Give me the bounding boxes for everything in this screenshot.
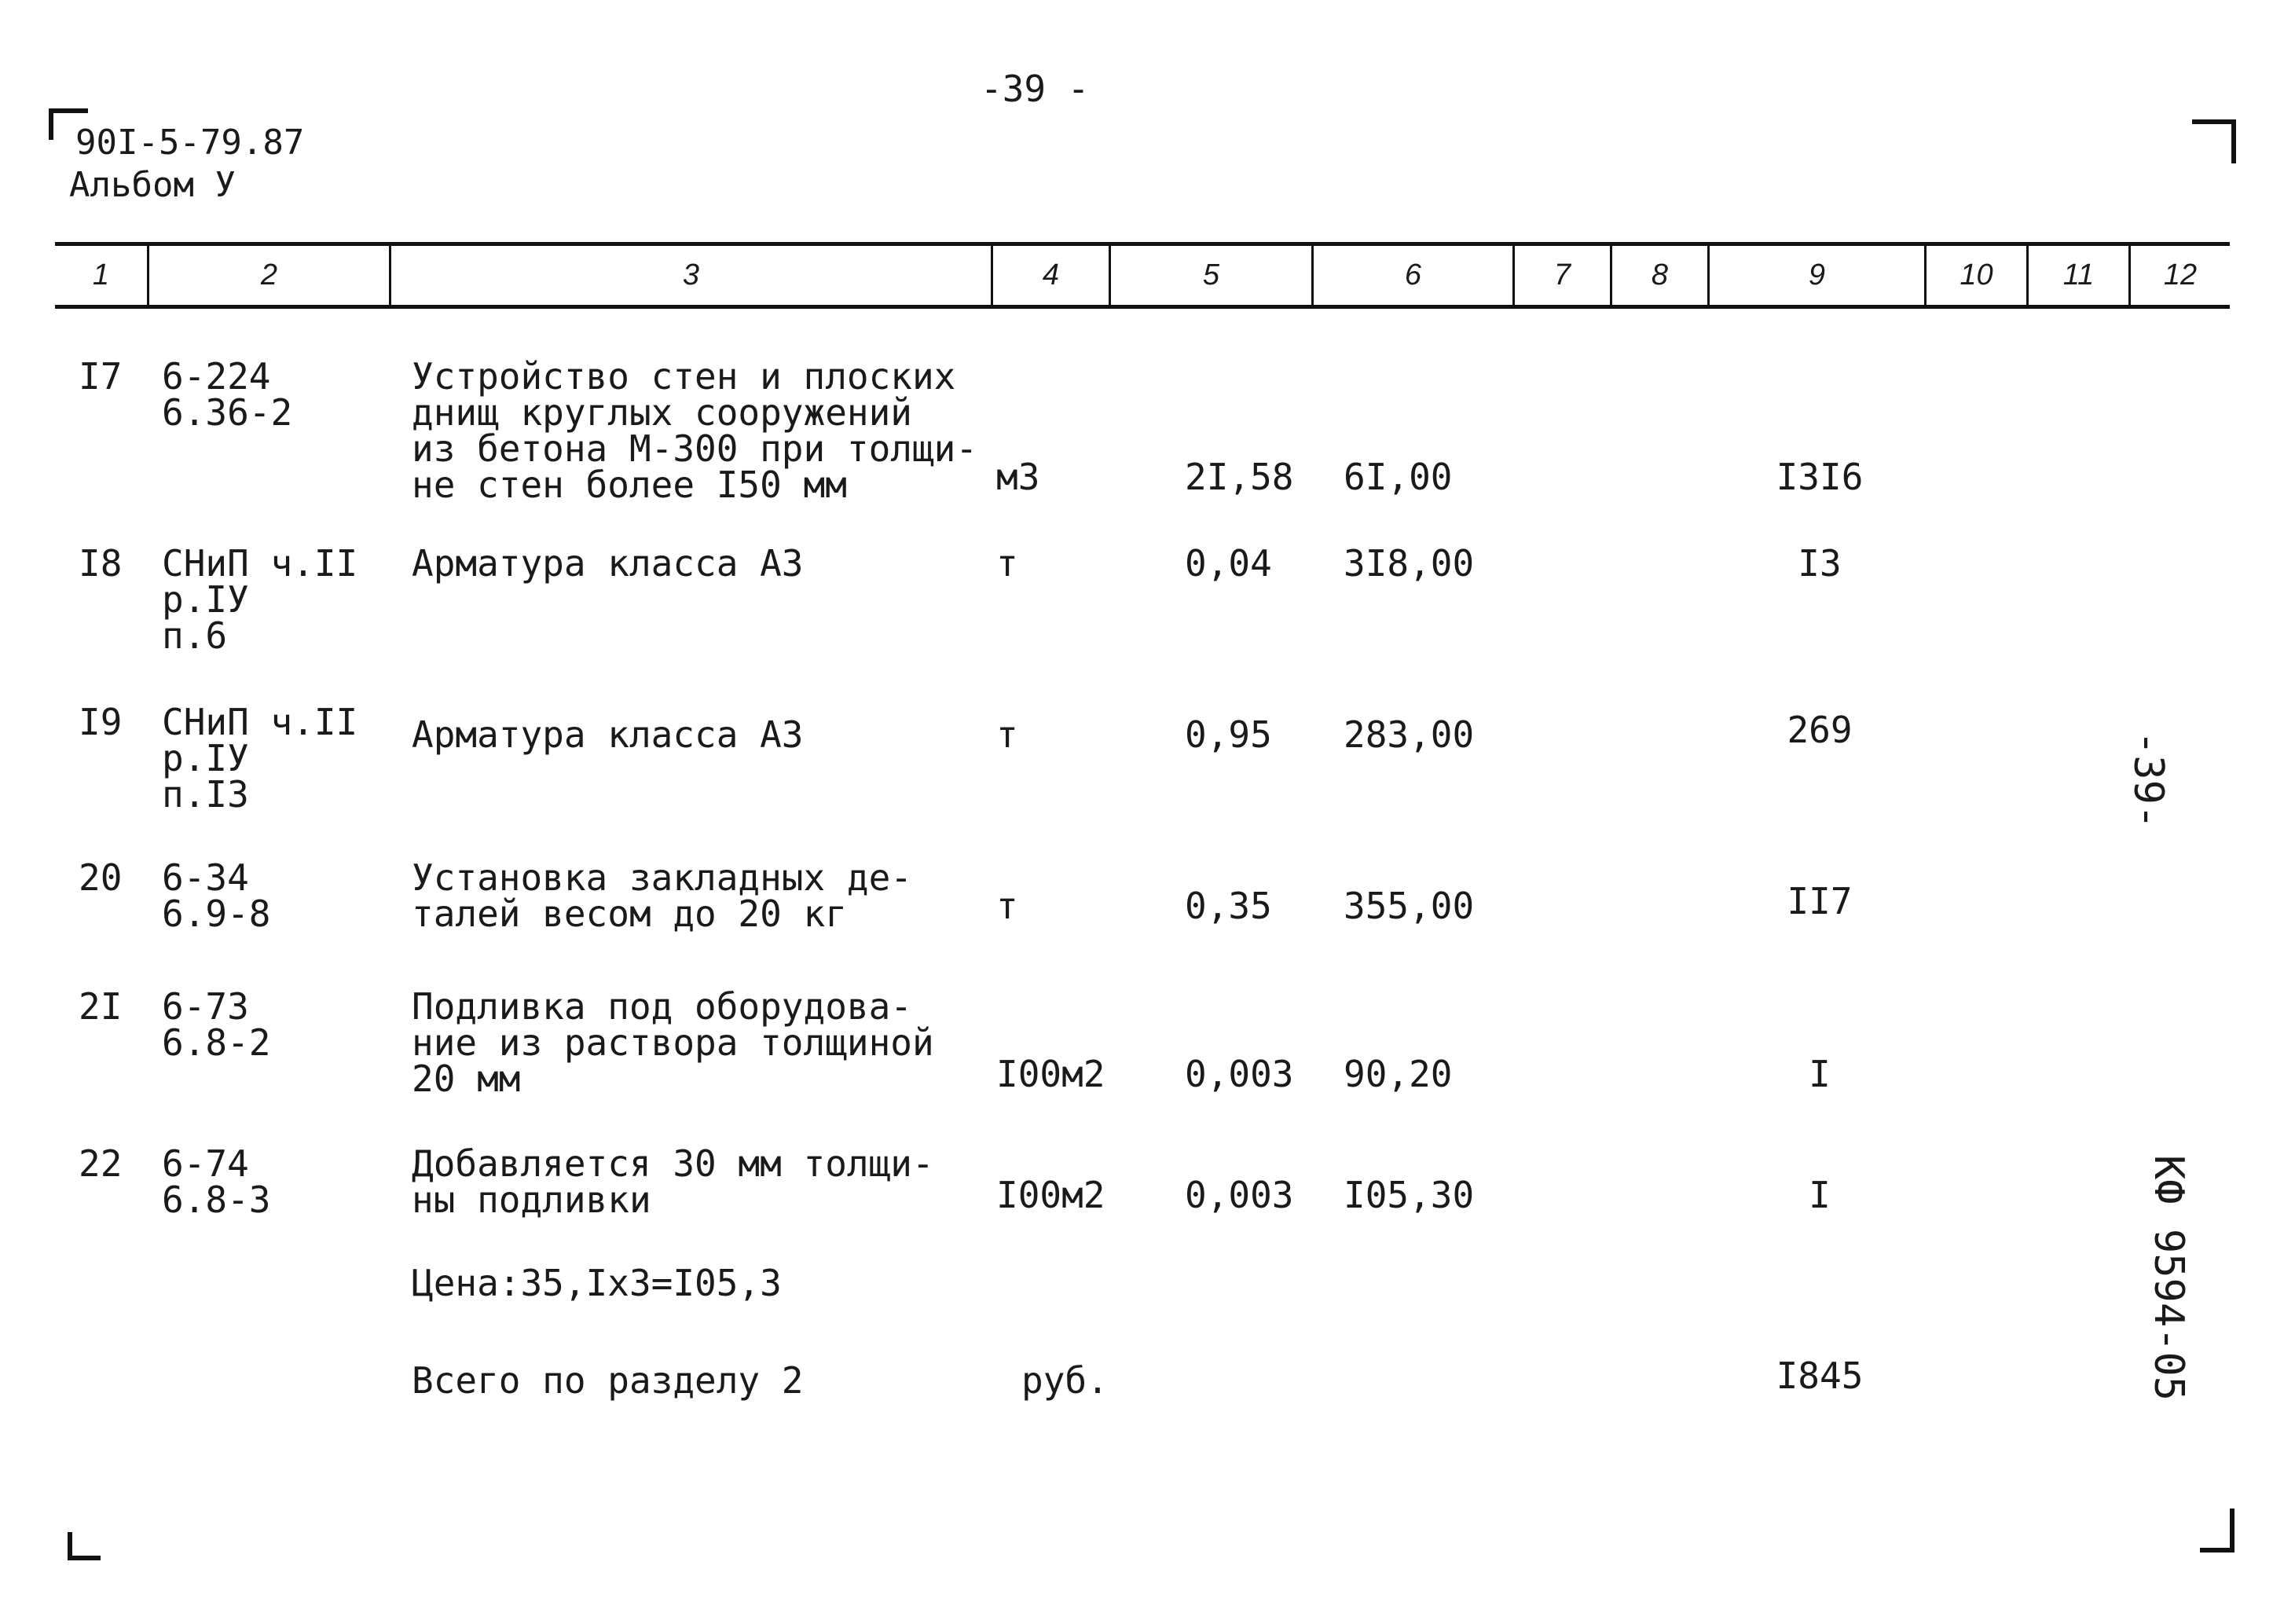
- row-number: 22: [79, 1142, 123, 1185]
- norm-code: 6-74 6.8-3: [162, 1142, 271, 1221]
- corner-mark-top-right: [2192, 119, 2236, 163]
- unit-price: 3I8,00: [1344, 542, 1475, 585]
- page-number: -39 -: [981, 68, 1090, 110]
- total-cost: II7: [1787, 880, 1853, 922]
- norm-code: СНиП ч.II р.IУ п.I3: [162, 701, 358, 816]
- column-header: 12: [2163, 258, 2198, 291]
- unit-price: 6I,00: [1344, 456, 1453, 498]
- column-header: 8: [1612, 245, 1710, 305]
- section-total-unit: руб.: [1021, 1359, 1109, 1402]
- total-cost: 269: [1787, 709, 1853, 751]
- total-cost: I: [1809, 1053, 1831, 1095]
- unit: I00м2: [996, 1174, 1105, 1216]
- total-cost: I3I6: [1776, 456, 1864, 498]
- row-number: 20: [79, 856, 123, 899]
- album-name: Альбом У: [69, 165, 236, 205]
- norm-code: 6-224 6.36-2: [162, 355, 293, 434]
- norm-code: 6-73 6.8-2: [162, 985, 271, 1064]
- unit: т: [996, 885, 1018, 927]
- column-header: 3: [391, 245, 993, 305]
- column-header: 2: [149, 245, 391, 305]
- unit-price: 90,20: [1344, 1053, 1453, 1095]
- unit: т: [996, 713, 1018, 756]
- column-header: 11: [2029, 245, 2131, 305]
- section-total-label: Всего по разделу 2: [412, 1359, 804, 1402]
- side-document-code: КФ 9594-05: [2145, 1155, 2192, 1402]
- work-description: Установка закладных де- талей весом до 20 кг: [412, 856, 912, 935]
- corner-mark-bottom-left: [68, 1532, 101, 1560]
- unit: I00м2: [996, 1053, 1105, 1095]
- corner-mark-bottom-right: [2200, 1509, 2235, 1553]
- work-description: Устройство стен и плоских днищ круглых сооружений из бетона М-300 при толщи- не стен более I50 мм: [412, 355, 978, 506]
- work-description: Добавляется 30 мм толщи- ны подливки: [412, 1142, 934, 1221]
- price-calculation-note: Цена:35,Iх3=I05,3: [412, 1262, 782, 1304]
- row-number: I8: [79, 542, 123, 585]
- side-page-mark: -39-: [2125, 731, 2172, 830]
- quantity: 0,04: [1185, 542, 1272, 585]
- total-cost: I: [1809, 1174, 1831, 1216]
- row-number: I9: [79, 701, 123, 743]
- quantity: 2I,58: [1185, 456, 1294, 498]
- work-description: Подливка под оборудова- ние из раствора толщиной 20 мм: [412, 985, 934, 1100]
- work-description: Арматура класса А3: [412, 713, 804, 756]
- total-cost: I3: [1798, 542, 1842, 585]
- quantity: 0,95: [1185, 713, 1272, 756]
- column-header: 4: [993, 245, 1111, 305]
- unit-price: 355,00: [1344, 885, 1475, 927]
- norm-code: 6-34 6.9-8: [162, 856, 271, 935]
- section-total-value: I845: [1776, 1355, 1864, 1397]
- row-number: I7: [79, 355, 123, 398]
- row-number: 2I: [79, 985, 123, 1028]
- column-header: 9: [1710, 245, 1927, 305]
- column-header: 7: [1515, 245, 1612, 305]
- unit-price: 283,00: [1344, 713, 1475, 756]
- album-code: 90I-5-79.87: [75, 123, 305, 163]
- unit: т: [996, 542, 1018, 585]
- unit-price: I05,30: [1344, 1174, 1475, 1216]
- column-header: 10: [1927, 245, 2029, 305]
- work-description: Арматура класса А3: [412, 542, 804, 585]
- quantity: 0,003: [1185, 1053, 1294, 1095]
- quantity: 0,35: [1185, 885, 1272, 927]
- column-header: 6: [1314, 245, 1515, 305]
- norm-code: СНиП ч.II р.IУ п.6: [162, 542, 358, 657]
- column-header: 1: [55, 245, 149, 305]
- column-header: 5: [1111, 245, 1314, 305]
- unit: м3: [996, 456, 1040, 498]
- table-header-bottom-rule: [55, 305, 2230, 309]
- quantity: 0,003: [1185, 1174, 1294, 1216]
